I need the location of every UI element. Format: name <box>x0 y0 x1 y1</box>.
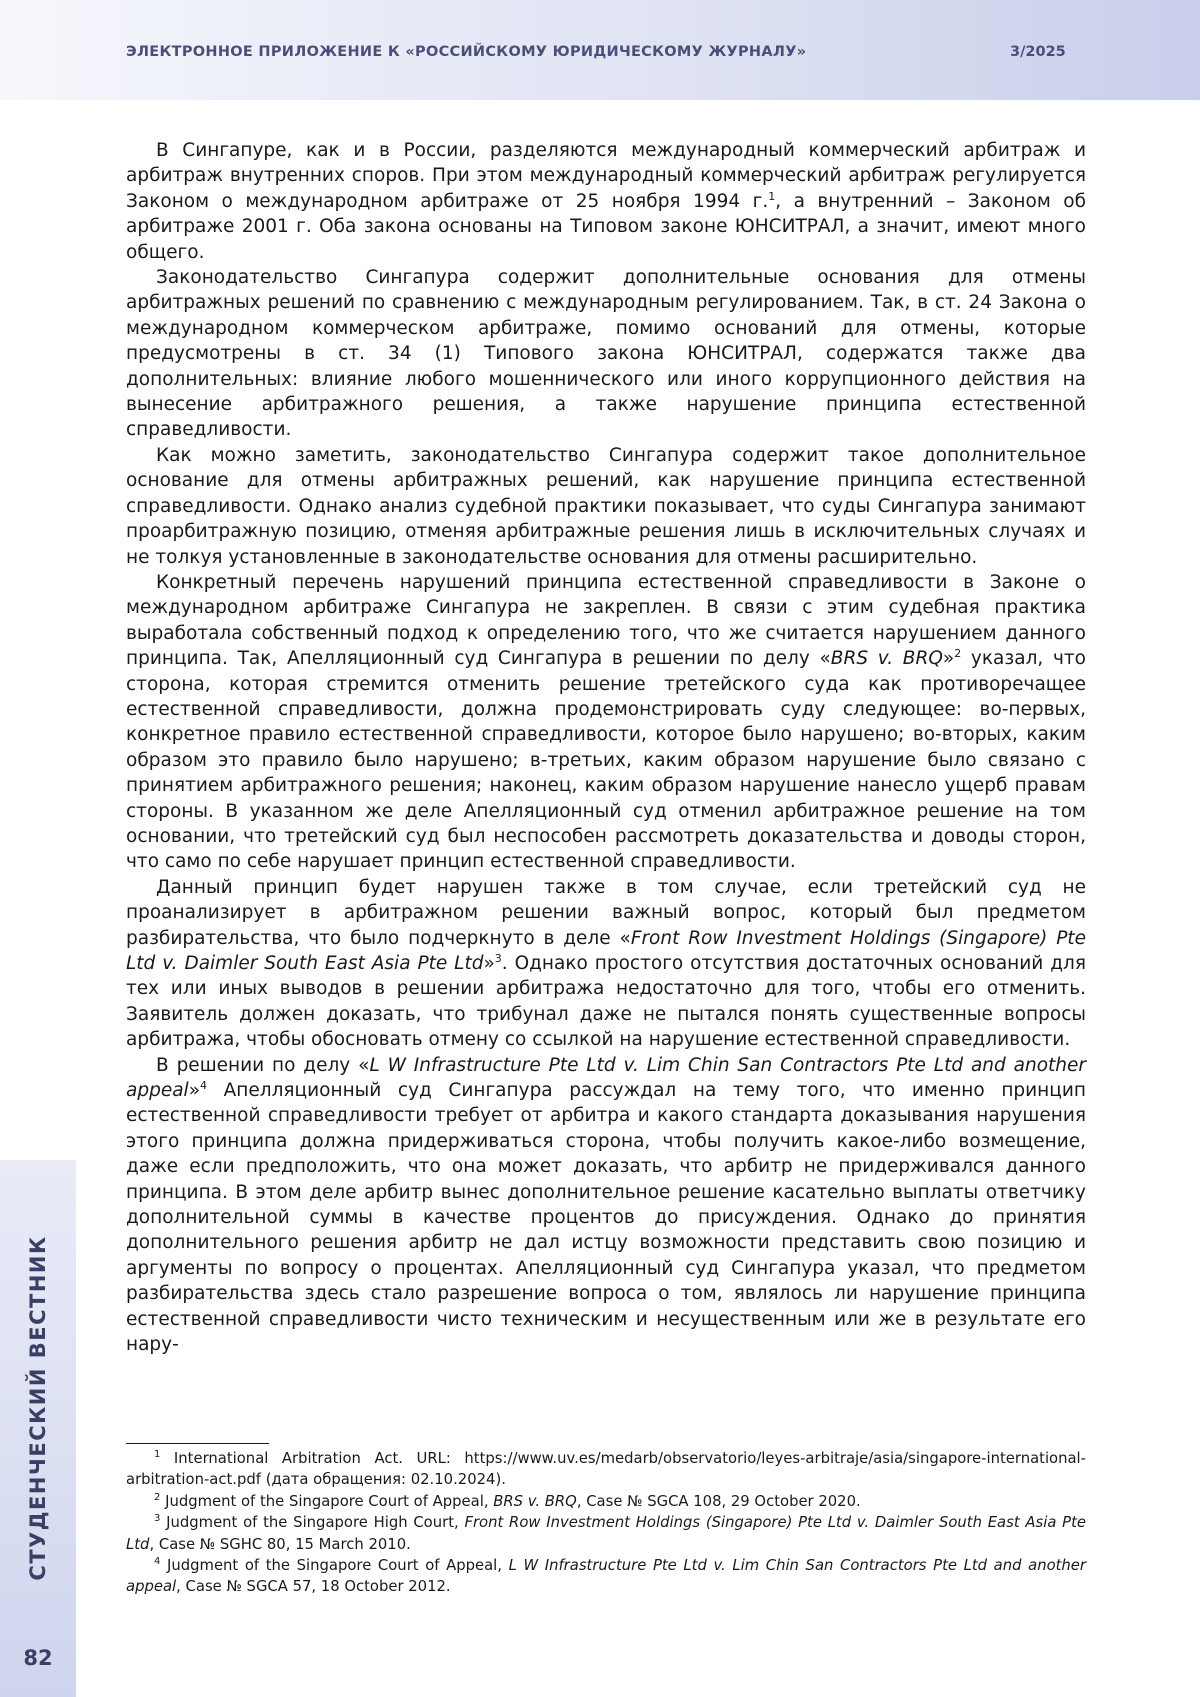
footnote-case: BRS v. BRQ <box>493 1493 577 1510</box>
article-body <box>126 138 1086 1358</box>
footnote-1 <box>126 1448 1086 1491</box>
footnote-text: , Case № SGCA 108, 29 October 2020. <box>577 1493 861 1510</box>
footnote-number: 2 <box>154 1492 160 1503</box>
paragraph-5 <box>126 875 1086 1053</box>
footnote-number: 4 <box>154 1556 160 1567</box>
paragraph-text: Апелляционный суд Сингапура рассуждал на тему того, что именно принцип естественной справедливости требует от арбитра и какого стандарта доказывания нарушения этого принципа должна придерживаться сторона, чтобы получить какое-либо возмещение, даже если предположить, что она может доказать, что арбитр не придерживался данного принципа. В этом деле арбитр вынес дополнительное решение касательно выплаты ответчику дополнительной суммы в качестве процентов до присуждения. Однако до принятия дополнительного решения арбитр не дал истцу возможности представить свою позицию и аргументы по вопросу о процентах. Апелляционный суд Сингапура указал, что предметом разбирательства здесь стало разрешение вопроса о том, являлось ли нарушение принципа естественной справедливости чисто техническим и несущественным или же в результате его нару- <box>126 1080 1086 1355</box>
footnote-text: , Case № SGHC 80, 15 March 2010. <box>149 1536 410 1553</box>
case-name: BRS v. BRQ <box>831 648 943 669</box>
paragraph-text: , а внутренний – Законом об арбитраже 2001 г. Оба закона основаны на Типовом законе ЮНСИТРАЛ, а значит, имеют много общего. <box>126 191 1086 263</box>
paragraph-4 <box>126 570 1086 875</box>
paragraph-2: Законодательство Сингапура содержит дополнительные основания для отмены арбитражных решений по сравнению с международным регулированием. Так, в ст. 24 Закона о международном коммерческом арбитраже, помимо оснований для отмены, которые предусмотрены в ст. 34 (1) Типового закона ЮНСИТРАЛ, содержатся также два дополнительных: влияние любого мошеннического или иного коррупционного действия на вынесение арбитражного решения, а также нарушение принципа естественной справедливости. <box>126 265 1086 443</box>
footnote-2 <box>126 1491 1086 1512</box>
paragraph-text: Данный принцип будет нарушен также в том случае, если третейский суд не проанализирует в арбитражном решении важный вопрос, который был предметом разбирательства, что было подчеркнуто в деле « <box>126 877 1086 949</box>
paragraph-text: . Однако простого отсутствия достаточных оснований для тех или иных выводов в решении арбитража недостаточно для того, чтобы его отменить. Заявитель должен доказать, что трибунал даже не пытался понять существенные вопросы арбитража, чтобы обосновать отмену со ссылкой на нарушение естественной справедливости. <box>126 953 1086 1050</box>
footnote-case: Front Row Investment Holdings (Singapore) Pte Ltd v. Daimler South East Asia Pte Ltd <box>126 1514 1086 1552</box>
footnote-text: , Case № SGCA 57, 18 October 2012. <box>176 1578 450 1595</box>
footnote-text: Judgment of the Singapore High Court, <box>160 1514 464 1531</box>
paragraph-text: » <box>189 1080 200 1101</box>
paragraph-text: » <box>943 648 954 669</box>
paragraph-text: указал, что сторона, которая стремится отменить решение третейского суда как противоречащее естественной справедливости, должна продемонстрировать суду следующее: во-первых, конкретное правило естественной справедливости, которое было нарушено; во-вторых, каким образом это правило было нарушено; в-третьих, каким образом нарушение было связано с принятием арбитражного решения; наконец, каким образом нарушение нанесло ущерб правам стороны. В указанном же деле Апелляционный суд отменил арбитражное решение на том основании, что третейский суд был неспособен рассмотреть доказательства и доводы сторон, что само по себе нарушает принцип естественной справедливости. <box>126 648 1086 872</box>
footnote-divider <box>126 1443 269 1444</box>
footnote-text: International Arbitration Act. URL: https://www.uv.es/medarb/observatorio/leyes-arbitraje/asia/singapore-international-arbitration-act.pdf (дата обращения: 02.10.2024). <box>126 1450 1086 1488</box>
footnote-ref-4[interactable]: 4 <box>200 1079 207 1092</box>
paragraph-text: Конкретный перечень нарушений принципа естественной справедливости в Законе о международном арбитраже Сингапура не закреплен. В связи с этим судебная практика выработала собственный подход к определению того, что же считается нарушением данного принципа. Так, Апелляционный суд Сингапура в решении по делу « <box>126 572 1086 669</box>
footnote-3 <box>126 1512 1086 1555</box>
paragraph-text: В Сингапуре, как и в России, разделяются международный коммерческий арбитраж и арбитраж внутренних споров. При этом международный коммерческий арбитраж регулируется Законом о международном арбитраже от 25 ноября 1994 г. <box>126 140 1086 212</box>
issue-number: 3/2025 <box>1010 44 1066 60</box>
footnotes <box>126 1448 1086 1598</box>
footnote-ref-1[interactable]: 1 <box>768 190 775 203</box>
section-label: СТУДЕНЧЕСКИЙ ВЕСТНИК <box>26 1235 50 1580</box>
paragraph-6 <box>126 1053 1086 1358</box>
footnote-number: 3 <box>154 1513 160 1524</box>
paragraph-text: В решении по делу « <box>156 1055 369 1076</box>
paragraph-1 <box>126 138 1086 265</box>
case-name: L W Infrastructure Pte Ltd v. Lim Chin San Contractors Pte Ltd and another appeal <box>126 1055 1086 1101</box>
case-name: Front Row Investment Holdings (Singapore) Pte Ltd v. Daimler South East Asia Pte Ltd <box>126 928 1086 974</box>
paragraph-3: Как можно заметить, законодательство Сингапура содержит такое дополнительное основание для отмены арбитражных решений, как нарушение принципа естественной справедливости. Однако анализ судебной практики показывает, что суды Сингапура занимают проарбитражную позицию, отменяя арбитражные решения лишь в исключительных случаях и не толкуя установленные в законодательстве основания для отмены расширительно. <box>126 443 1086 570</box>
footnote-number: 1 <box>154 1449 160 1460</box>
footnote-ref-3[interactable]: 3 <box>495 952 502 965</box>
footnote-text: Judgment of the Singapore Court of Appeal, <box>160 1557 508 1574</box>
footnote-4 <box>126 1555 1086 1598</box>
journal-title: ЭЛЕКТРОННОЕ ПРИЛОЖЕНИЕ К «РОССИЙСКОМУ ЮРИДИЧЕСКОМУ ЖУРНАЛУ» <box>126 44 806 60</box>
paragraph-text: » <box>483 953 494 974</box>
page-number: 82 <box>0 1646 76 1670</box>
footnote-ref-2[interactable]: 2 <box>954 647 961 660</box>
footnote-case: L W Infrastructure Pte Ltd v. Lim Chin San Contractors Pte Ltd and another appeal <box>126 1557 1086 1595</box>
footnote-text: Judgment of the Singapore Court of Appeal, <box>160 1493 493 1510</box>
